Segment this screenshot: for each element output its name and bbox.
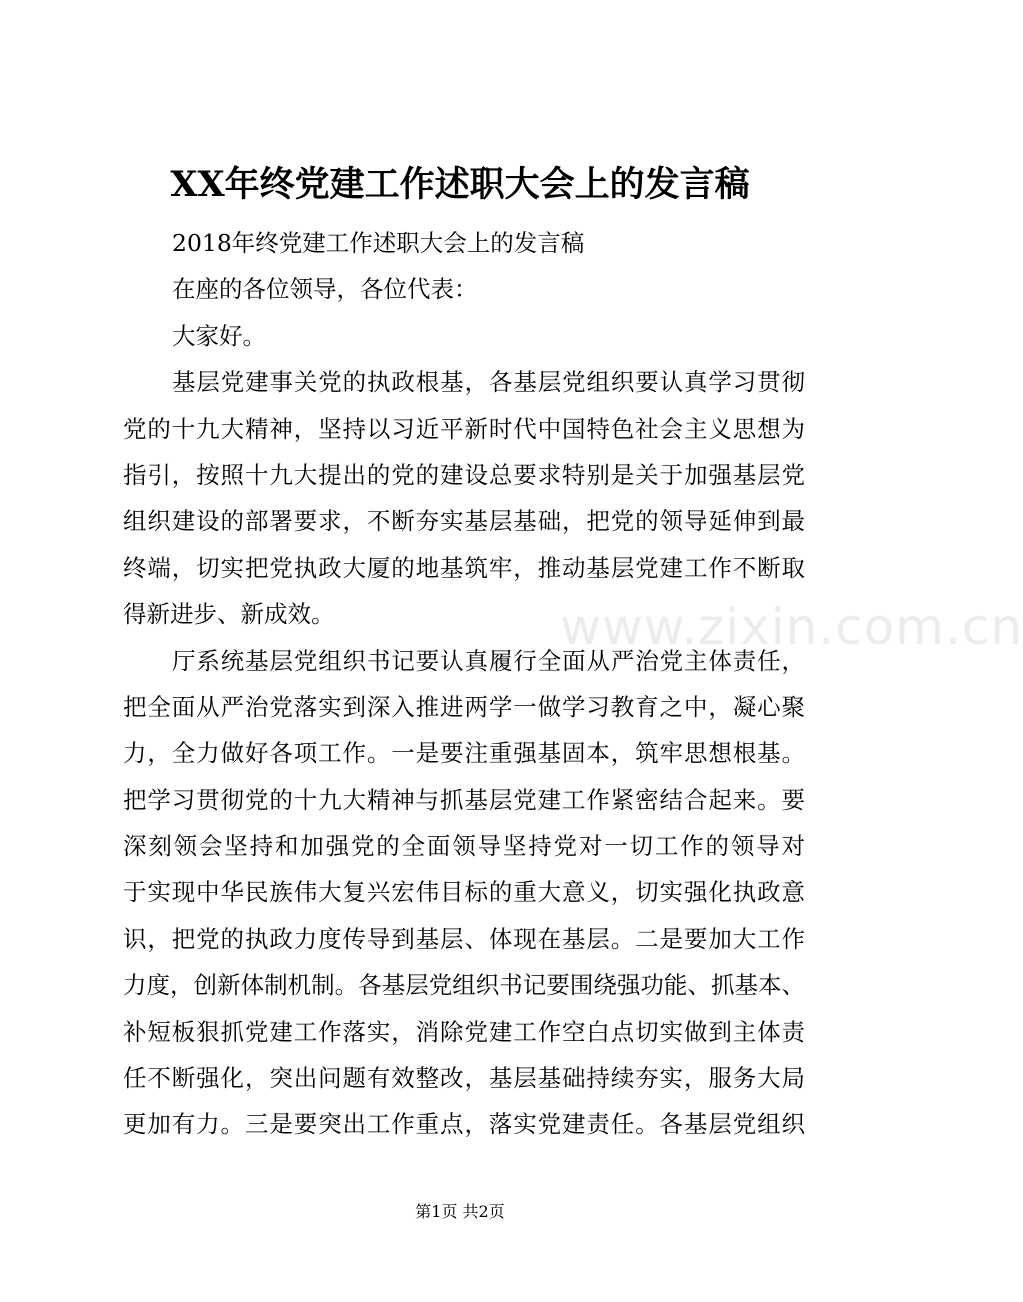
- body-line: 得新进步、新成效。: [123, 600, 335, 629]
- body-line: 力度，创新体制机制。各基层党组织书记要围绕强功能、抓基本、: [123, 971, 805, 1000]
- body-line: 于实现中华民族伟大复兴宏伟目标的重大意义，切实强化执政意: [123, 878, 805, 907]
- body-line: 大家好。: [172, 321, 266, 350]
- body-line: 在座的各位领导，各位代表：: [172, 275, 478, 304]
- body-line: 终端，切实把党执政大厦的地基筑牢，推动基层党建工作不断取: [123, 553, 805, 582]
- body-line: 党的十九大精神，坚持以习近平新时代中国特色社会主义思想为: [123, 414, 805, 443]
- body-line: 2018年终党建工作述职大会上的发言稿: [172, 229, 585, 257]
- body-line: 把全面从严治党落实到深入推进两学一做学习教育之中，凝心聚: [123, 692, 805, 721]
- body-line: 更加有力。三是要突出工作重点，落实党建责任。各基层党组织: [123, 1110, 805, 1139]
- body-line: 补短板狠抓党建工作落实，消除党建工作空白点切实做到主体责: [123, 1017, 805, 1046]
- page-footer: 第1页 共2页: [415, 1202, 505, 1221]
- document-body: [123, 220, 805, 1148]
- document-title: XX年终党建工作述职大会上的发言稿: [170, 164, 750, 205]
- body-line: 把学习贯彻党的十九大精神与抓基层党建工作紧密结合起来。要: [123, 785, 805, 814]
- body-line: 指引，按照十九大提出的党的建设总要求特别是关于加强基层党: [123, 460, 805, 489]
- body-line: 深刻领会坚持和加强党的全面领导坚持党对一切工作的领导对: [123, 832, 805, 861]
- body-line: 识，把党的执政力度传导到基层、体现在基层。二是要加大工作: [123, 924, 805, 953]
- body-line: 组织建设的部署要求，不断夯实基层基础，把党的领导延伸到最: [123, 507, 805, 536]
- watermark: www.zixin.com.cn: [560, 598, 1023, 656]
- body-line: 任不断强化，突出问题有效整改，基层基础持续夯实，服务大局: [123, 1064, 805, 1093]
- body-line: 基层党建事关党的执政根基，各基层党组织要认真学习贯彻: [172, 368, 805, 397]
- body-line: 力，全力做好各项工作。一是要注重强基固本，筑牢思想根基。: [123, 739, 805, 768]
- body-line: 厅系统基层党组织书记要认真履行全面从严治党主体责任，: [172, 646, 805, 675]
